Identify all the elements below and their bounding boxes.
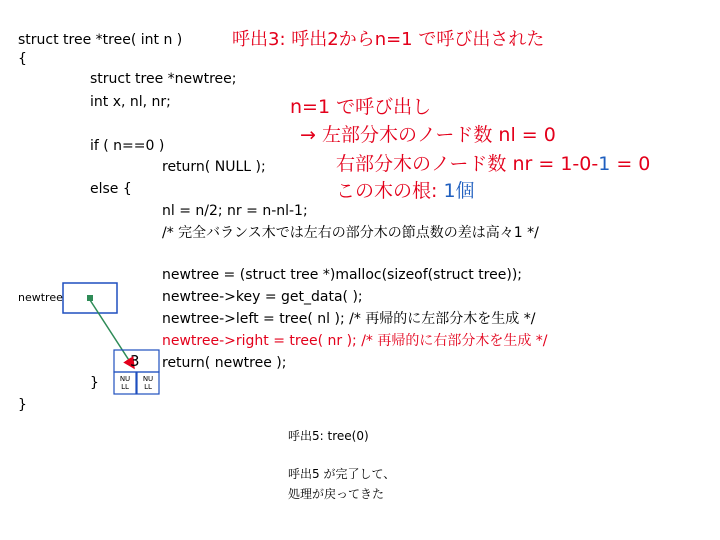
code-line-decl-vars: int x, nl, nr; (90, 94, 171, 110)
pointer-arrow (90, 300, 134, 368)
left-null-label: NU LL (119, 375, 131, 391)
return-note-line1: 呼出5 が完了して、 (288, 467, 396, 481)
code-line-key: newtree->key = get_data( ); (162, 289, 363, 305)
code-line-decl-newtree: struct tree *newtree; (90, 71, 237, 87)
code-line-split: nl = n/2; nr = n-nl-1; (162, 203, 308, 219)
call-annotation: n=1 で呼び出し (290, 96, 432, 118)
code-line-signature: struct tree *tree( int n ) (18, 32, 183, 48)
root-count-highlight: 1個 (443, 180, 475, 202)
call5-note: 呼出5: tree(0) (288, 429, 369, 443)
node-key-value: 3 (130, 352, 140, 370)
code-line-close-else: } (90, 375, 99, 391)
newtree-variable-label: newtree (18, 291, 63, 304)
code-line-else: else { (90, 181, 132, 197)
return-note-line2: 処理が戻ってきた (288, 487, 385, 501)
code-line-comment-balance: /* 完全バランス木では左右の部分木の節点数の差は高々1 */ (162, 225, 539, 241)
code-line-right: newtree->right = tree( nr ); /* 再帰的に右部分木を生成 */ (162, 333, 548, 349)
code-line-open-brace: { (18, 51, 27, 67)
left-count-annotation: → 左部分木のノード数 nl = 0 (300, 124, 556, 146)
code-line-close-func: } (18, 397, 27, 413)
right-null-label: NU LL (142, 375, 154, 391)
root-count-prefix: この木の根: (336, 180, 444, 202)
call-header-annotation: 呼出3: 呼出2からn=1 で呼び出された (232, 29, 545, 50)
right-count-suffix: = 0 (610, 153, 651, 175)
right-count-prefix: 右部分木のノード数 nr = 1-0- (336, 153, 599, 175)
code-line-malloc: newtree = (struct tree *)malloc(sizeof(struct tree)); (162, 267, 522, 283)
code-line-return-newtree: return( newtree ); (162, 355, 287, 371)
code-line-if: if ( n==0 ) (90, 138, 165, 154)
code-line-left: newtree->left = tree( nl ); /* 再帰的に左部分木を生成 */ (162, 311, 536, 327)
code-line-return-null: return( NULL ); (162, 159, 266, 175)
right-count-highlight: 1 (598, 153, 611, 175)
